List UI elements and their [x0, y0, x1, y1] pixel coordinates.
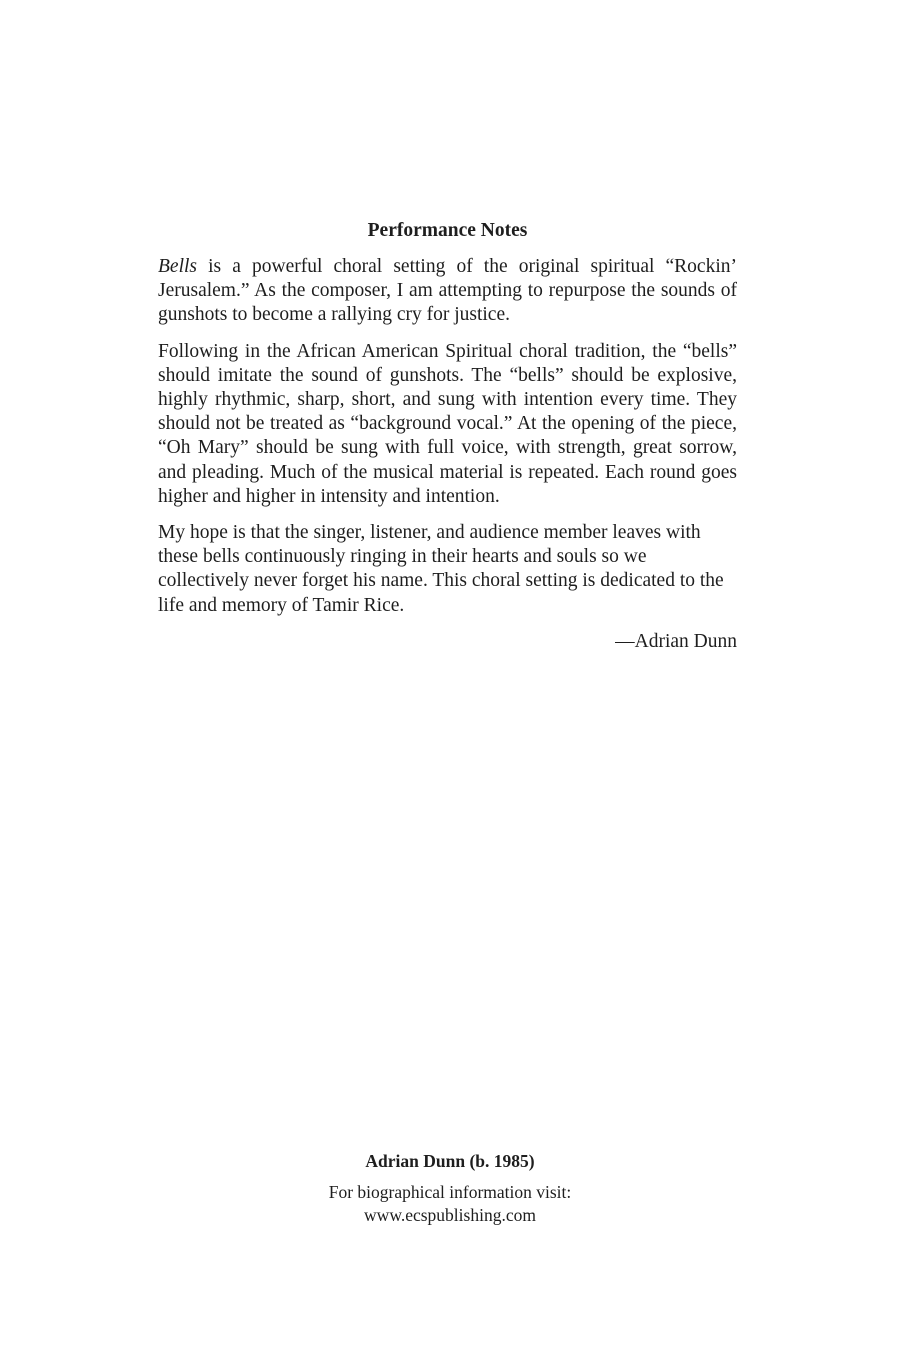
publisher-website: www.ecspublishing.com — [364, 1205, 536, 1225]
bio-info-label: For biographical information visit: — [328, 1182, 572, 1202]
work-title: Bells — [158, 256, 197, 277]
composer-name: Adrian Dunn (b. 1985) — [365, 1151, 535, 1171]
performance-notes-section — [158, 218, 737, 654]
notes-paragraph-intro-text: is a powerful choral setting of the original spiritual “Rockin’ Jerusalem.” As the composer, I am attempting to repurpose the sounds of gunshots to become a rallying cry for justice. — [158, 256, 737, 326]
composer-bio-section — [0, 1149, 900, 1227]
notes-signature: —Adrian Dunn — [615, 630, 737, 652]
notes-paragraph-dedication: My hope is that the singer, listener, and audience member leaves with these bells continuously ringing in their hearts and souls so we collectively never forget his name. This choral setting is dedicated to the life and memory of Tamir Rice. — [158, 522, 724, 616]
notes-paragraph-intro — [158, 255, 737, 328]
performance-notes-title: Performance Notes — [367, 220, 528, 241]
notes-paragraph-performance: Following in the African American Spiritual choral tradition, the “bells” should imitate the sound of gunshots. The “bells” should be explosive, highly rhythmic, sharp, short, and sung with intention every time. They should not be treated as “background vocal.” At the opening of the piece, “Oh Mary” should be sung with full voice, with strength, great sorrow, and pleading. Much of the musical material is repeated. Each round goes higher and higher in intensity and intention. — [158, 340, 737, 507]
